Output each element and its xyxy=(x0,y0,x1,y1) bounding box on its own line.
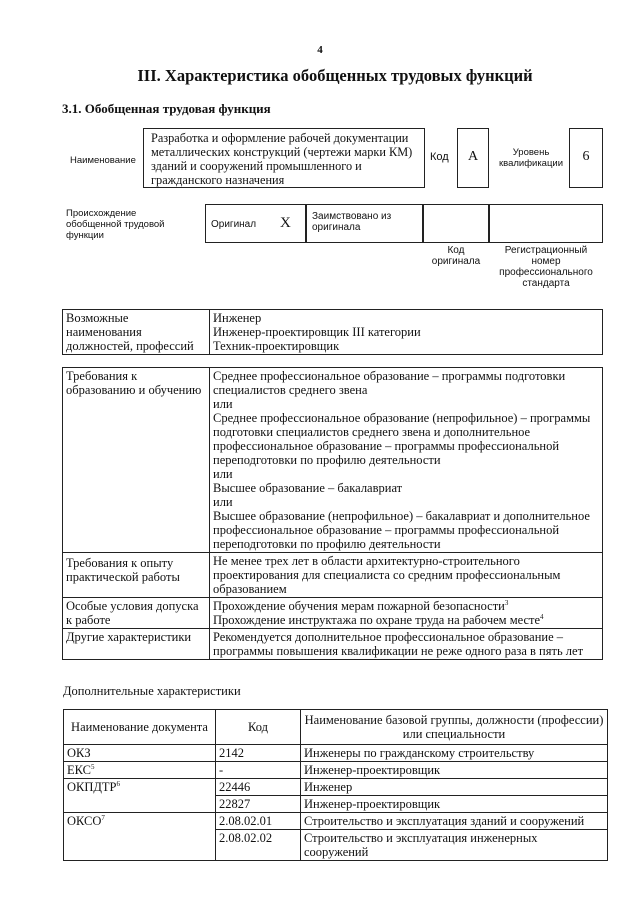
positions-label: Возможные наименования должностей, профессий xyxy=(63,310,210,355)
footnote-ref: 3 xyxy=(504,598,509,607)
name-value: Разработка и оформление рабочей документации металлических конструкций (чертежи марки КМ) зданий и сооружений промышленного и гражданского назначения xyxy=(151,131,413,187)
original-code-caption: Код оригинала xyxy=(431,245,481,267)
special-line-1: Прохождение обучения мерам пожарной безопасности xyxy=(213,599,505,613)
footnote-ref: 6 xyxy=(116,779,121,788)
doc-name: ОКЗ xyxy=(67,746,91,760)
doc-group: Строительство и эксплуатация зданий и сооружений xyxy=(301,813,608,830)
level-value: 6 xyxy=(582,149,590,164)
education-text: Среднее профессиональное образование – программы подготовки специалистов среднего звена или Среднее профессиональное образование (непрофильное) – программы подготовки специалистов среднего звена и дополнительное профессиональное образование – программы профессиональной переподготовки по профилю деятельности или Высшее образование – бакалавриат или Высшее образование (непрофильное) – бакалавриат и дополнительное профессиональное образование – программы профессиональной переподготовки по профилю деятельности xyxy=(210,368,603,553)
positions-list xyxy=(210,310,603,355)
footnote-ref: 4 xyxy=(540,612,544,621)
table-row xyxy=(64,779,608,796)
doc-code: 22446 xyxy=(216,779,301,796)
doc-code: 2.08.02.01 xyxy=(216,813,301,830)
table-row xyxy=(64,813,608,830)
footnote-ref: 5 xyxy=(91,762,95,771)
original-label: Оригинал xyxy=(211,219,257,230)
subsection-title: 3.1. Обобщенная трудовая функция xyxy=(62,101,271,116)
special-line-2: Прохождение инструктажа по охране труда на рабочем месте xyxy=(213,613,541,627)
doc-code: - xyxy=(216,762,301,779)
original-box xyxy=(205,204,306,243)
position-item: Техник-проектировщик xyxy=(213,339,340,353)
additional-caption: Дополнительные характеристики xyxy=(63,684,241,698)
position-item: Инженер-проектировщик III категории xyxy=(213,325,421,339)
doc-name: ОКПДТР xyxy=(67,780,117,794)
table-row xyxy=(64,745,608,762)
requirements-table xyxy=(62,367,603,660)
additional-table xyxy=(63,709,608,861)
doc-group: Инженер xyxy=(301,779,608,796)
other-text: Рекомендуется дополнительное профессиональное образование – программы повышения квалификации не реже одного раза в пять лет xyxy=(210,629,603,660)
special-text xyxy=(210,598,603,629)
doc-name: ЕКС xyxy=(67,763,91,777)
code-value-box xyxy=(457,128,489,188)
name-value-box xyxy=(143,128,425,188)
doc-name: ОКСО xyxy=(67,814,102,828)
code-value: А xyxy=(467,149,479,164)
borrowed-box xyxy=(306,204,423,243)
doc-group: Инженер-проектировщик xyxy=(301,762,608,779)
other-label: Другие характеристики xyxy=(63,629,210,660)
reg-number-box xyxy=(489,204,603,243)
doc-code: 2.08.02.02 xyxy=(216,830,301,861)
positions-table xyxy=(62,309,603,355)
doc-group: Инженеры по гражданскому строительству xyxy=(301,745,608,762)
original-code-box xyxy=(423,204,489,243)
doc-code: 2142 xyxy=(216,745,301,762)
doc-group: Строительство и эксплуатация инженерных сооружений xyxy=(301,830,608,861)
doc-group: Инженер-проектировщик xyxy=(301,796,608,813)
original-mark: X xyxy=(280,215,291,231)
level-label: Уровень квалификации xyxy=(498,147,564,169)
special-label: Особые условия допуска к работе xyxy=(63,598,210,629)
experience-text: Не менее трех лет в области архитектурно-строительного проектирования для специалиста со средним профессиональным образованием xyxy=(210,553,603,598)
origin-label: Происхождение обобщенной трудовой функции xyxy=(66,208,165,241)
position-item: Инженер xyxy=(213,311,262,325)
reg-number-caption: Регистрационный номер профессионального стандарта xyxy=(499,245,593,289)
section-title: III. Характеристика обобщенных трудовых функций xyxy=(137,66,533,85)
page-number: 4 xyxy=(317,44,323,56)
table-row xyxy=(64,762,608,779)
borrowed-label: Заимствовано из оригинала xyxy=(312,211,392,233)
header-code: Код xyxy=(216,710,301,745)
header-group: Наименование базовой группы, должности (профессии) или специальности xyxy=(301,710,608,745)
name-label: Наименование xyxy=(70,155,136,166)
experience-label: Требования к опыту практической работы xyxy=(63,553,210,598)
doc-code: 22827 xyxy=(216,796,301,813)
code-label: Код xyxy=(430,151,449,163)
table-row xyxy=(64,830,608,861)
table-row xyxy=(64,796,608,813)
footnote-ref: 7 xyxy=(101,813,105,822)
level-value-box xyxy=(569,128,603,188)
education-label: Требования к образованию и обучению xyxy=(63,368,210,553)
header-document: Наименование документа xyxy=(64,710,216,745)
